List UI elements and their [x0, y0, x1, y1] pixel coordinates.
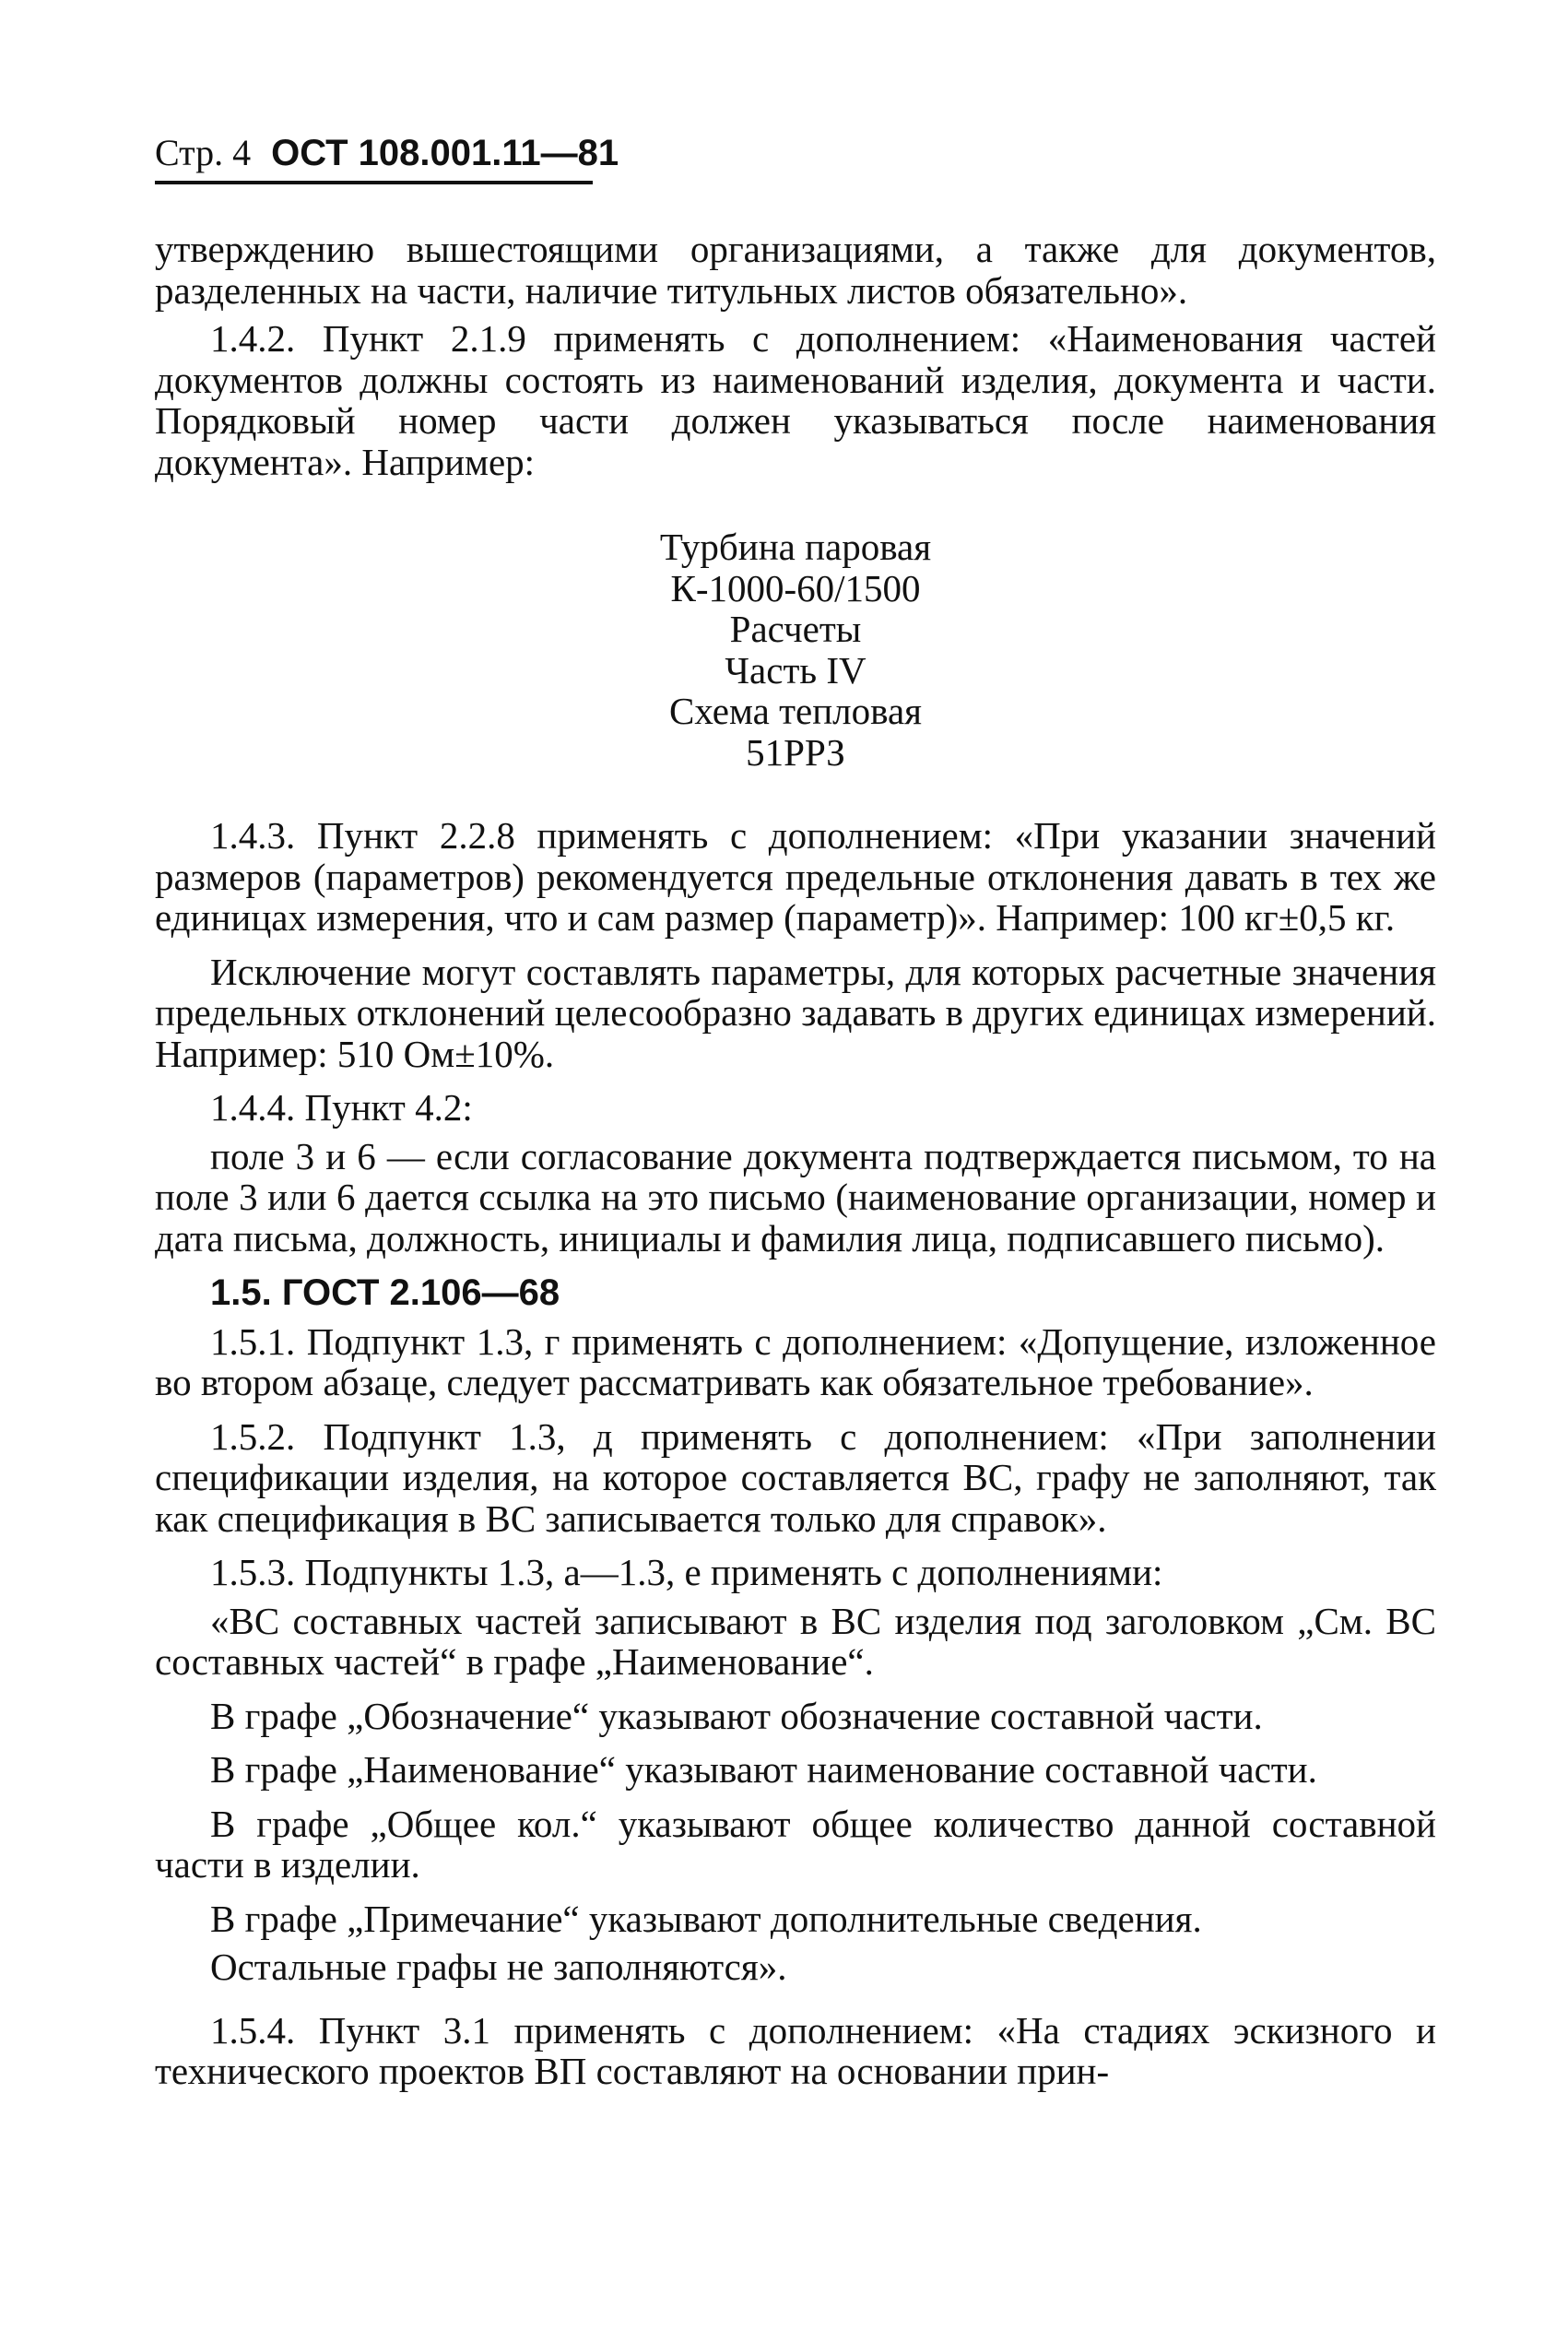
- document-body: [155, 229, 1436, 2092]
- page-header: [155, 127, 1436, 179]
- section-heading: [155, 1271, 1436, 1314]
- paragraph-1-5-3: 1.5.3. Подпункты 1.3, а—1.3, е применять с дополнениями:: [210, 1551, 1163, 1593]
- page-number: Стр. 4: [155, 132, 252, 173]
- document-page: [155, 127, 1436, 2092]
- header-underline: [155, 181, 593, 184]
- paragraph-field-3-6: поле 3 и 6 — если согласование документа подтверждается письмом, то на поле 3 или 6 дается ссылка на это письмо (наименование организации, номер и дата письма, должность, инициалы и фамилия лица, подписавшего письмо).: [155, 1134, 1436, 1260]
- example-line: 51РРЗ: [746, 730, 845, 774]
- paragraph-continuation: утверждению вышестоящими организациями, а также для документов, разделенных на части, наличие титульных листов обязательно».: [155, 228, 1436, 312]
- paragraph-note: В графе „Примечание“ указывают дополнительные сведения.: [210, 1897, 1202, 1940]
- example-line: К-1000-60/1500: [670, 566, 921, 609]
- paragraph-other-columns: Остальные графы не заполняются».: [210, 1946, 787, 1988]
- paragraph-1-5-1: 1.5.1. Подпункт 1.3, г применять с дополнением: «Допущение, изложенное во втором абзаце, следует рассматривать как обязательное требование».: [155, 1319, 1436, 1403]
- paragraph-1-4-3: 1.4.3. Пункт 2.2.8 применять с дополнением: «При указании значений размеров (параметров) рекомендуется предельные отклонения давать в тех же единицах измерения, что и сам размер (параметр)». Например: 100 кг±0,5 кг.: [155, 814, 1436, 939]
- paragraph-1-5-4: 1.5.4. Пункт 3.1 применять с дополнением: «На стадиях эскизного и технического проектов ВП составляют на основании прин-: [155, 2008, 1436, 2092]
- paragraph-vs-parts: «ВС составных частей записывают в ВС изделия под заголовком „См. ВС составных частей“ в графе „Наименование“.: [155, 1599, 1436, 1683]
- example-line: Расчеты: [729, 608, 862, 650]
- paragraph-1-4-2: 1.4.2. Пункт 2.1.9 применять с дополнением: «Наименования частей документов должны состоять из наименований изделия, документа и части. Порядковый номер части должен указываться после наименования документа». Например:: [155, 317, 1436, 483]
- example-line: Схема тепловая: [668, 690, 923, 732]
- section-heading-text: 1.5. ГОСТ 2.106—68: [210, 1272, 560, 1313]
- example-line: Часть IV: [725, 648, 867, 692]
- paragraph-designation: В графе „Обозначение“ указывают обозначение составной части.: [210, 1694, 1263, 1737]
- example-block: [155, 526, 1436, 773]
- document-code: ОСТ 108.001.11—81: [271, 133, 619, 173]
- paragraph-total-qty: В графе „Общее кол.“ указывают общее количество данной составной части в изделии.: [155, 1802, 1436, 1886]
- example-line: Турбина паровая: [659, 526, 932, 568]
- paragraph-1-4-4: 1.4.4. Пункт 4.2:: [210, 1086, 473, 1129]
- paragraph-exception: Исключение могут составлять параметры, для которых расчетные значения предельных отклонений целесообразно задавать в других единицах измерений. Например: 510 Ом±10%.: [155, 950, 1436, 1075]
- paragraph-1-5-2: 1.5.2. Подпункт 1.3, д применять с дополнением: «При заполнении спецификации изделия, на которое составляется ВС, графу не заполняют, так как спецификация в ВС записывается только для справок».: [155, 1414, 1436, 1540]
- paragraph-name: В графе „Наименование“ указывают наименование составной части.: [210, 1748, 1317, 1791]
